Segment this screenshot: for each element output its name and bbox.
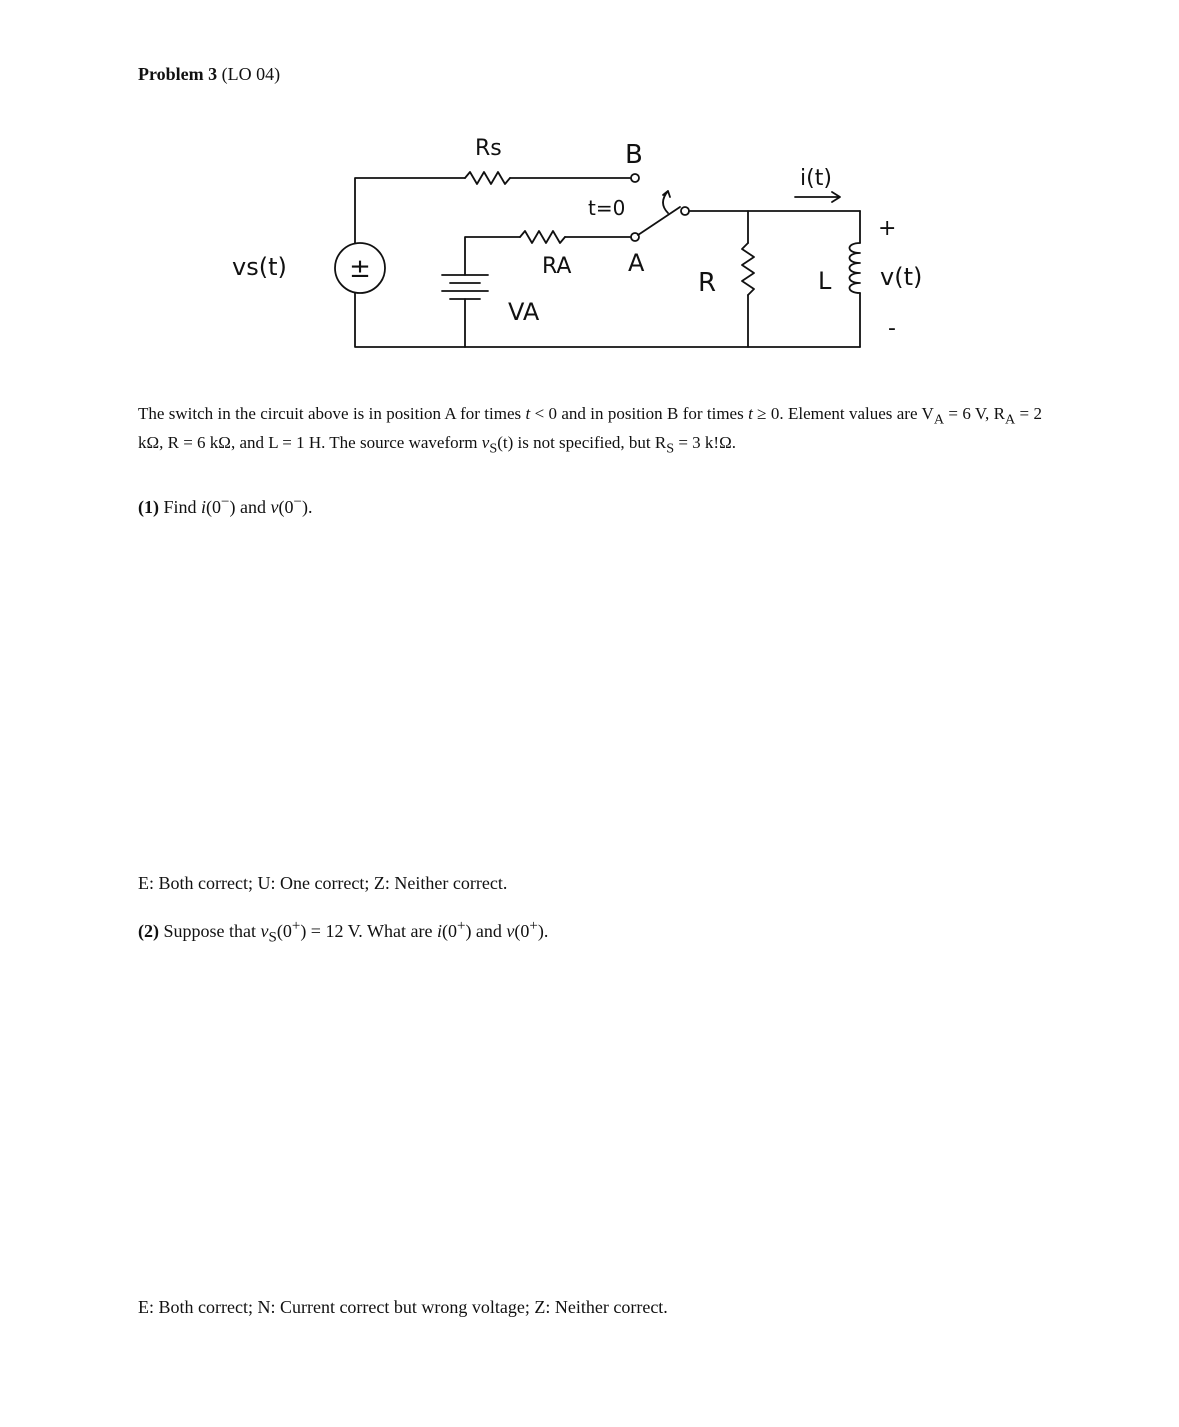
question-var: i xyxy=(436,921,442,941)
part-1-grading: E: Both correct; U: One correct; Z: Neither correct. xyxy=(138,873,508,893)
question-text: ) and xyxy=(229,497,271,517)
source-sign: ± xyxy=(349,254,371,284)
question-sup: + xyxy=(456,918,466,934)
statement-var: t xyxy=(748,404,753,423)
statement-sub: A xyxy=(933,411,945,428)
switch-terminal-b xyxy=(631,174,639,182)
switch-arrow xyxy=(663,191,670,213)
switch-pivot xyxy=(681,207,689,215)
battery-va xyxy=(442,275,488,299)
label-l: L xyxy=(818,267,832,295)
problem-statement xyxy=(138,402,1042,461)
label-a: A xyxy=(628,249,645,277)
question-text: (0 xyxy=(276,921,292,941)
question-text: ). xyxy=(537,921,549,941)
question-var: v xyxy=(260,921,269,941)
statement-var: v xyxy=(481,433,490,453)
statement-var: t xyxy=(525,404,531,423)
statement-text: (t) is not specified, but R xyxy=(497,433,667,453)
part-2-question xyxy=(138,918,548,947)
question-text: ) and xyxy=(465,921,507,941)
wire-ra-left xyxy=(465,237,520,275)
question-text: ). xyxy=(301,497,313,517)
label-switch-time: t=0 xyxy=(588,196,626,220)
learning-objective-tag: (LO 04) xyxy=(221,64,281,84)
statement-text: < 0 and in position B for times xyxy=(530,404,749,423)
statement-sub: A xyxy=(1004,411,1016,428)
question-var: i xyxy=(201,497,207,517)
question-text: (0 xyxy=(206,497,222,517)
question-text: Find xyxy=(159,497,202,517)
statement-sub: S xyxy=(666,440,675,457)
question-sup: − xyxy=(293,494,302,510)
question-var: v xyxy=(270,497,279,517)
statement-text: = 6 V, R xyxy=(944,404,1005,423)
label-ra: RA xyxy=(542,254,572,279)
resistor-r xyxy=(742,243,754,295)
statement-text: = 3 k!Ω. xyxy=(674,433,736,453)
question-text: (0 xyxy=(278,497,294,517)
label-plus: + xyxy=(878,216,897,241)
question-sup: + xyxy=(529,918,538,934)
problem-number: Problem 3 xyxy=(138,64,218,84)
resistor-ra xyxy=(520,231,565,243)
label-vs: vs(t) xyxy=(232,253,287,281)
part-2-number: (2) xyxy=(138,921,159,941)
switch-blade xyxy=(638,207,680,235)
label-it: i(t) xyxy=(800,166,832,191)
label-vt: v(t) xyxy=(880,263,923,291)
problem-heading xyxy=(138,64,280,85)
statement-text: ≥ 0. Element values are V xyxy=(752,404,934,423)
label-b: B xyxy=(625,140,643,170)
question-sub: S xyxy=(268,929,277,946)
circuit-diagram xyxy=(220,125,960,365)
statement-text: = 2 kΩ, R = 6 kΩ, and L = 1 H. The source waveform xyxy=(138,404,1042,453)
label-rs: Rs xyxy=(475,136,502,161)
question-text: (0 xyxy=(441,921,457,941)
wire-bottom xyxy=(355,293,860,347)
wire-top-left xyxy=(355,178,465,243)
question-var: v xyxy=(506,921,515,941)
label-r: R xyxy=(698,268,717,298)
part-1-question xyxy=(138,494,312,518)
question-text: Suppose that xyxy=(159,921,261,941)
question-sup: − xyxy=(221,494,230,510)
resistor-rs xyxy=(465,172,510,184)
statement-sub: S xyxy=(489,440,498,457)
question-sup: + xyxy=(291,918,301,934)
part-1-number: (1) xyxy=(138,497,159,517)
part-2-grading: E: Both correct; N: Current correct but wrong voltage; Z: Neither correct. xyxy=(138,1297,668,1317)
current-arrow xyxy=(795,192,840,202)
statement-text: The switch in the circuit above is in position A for times xyxy=(138,404,526,423)
question-text: (0 xyxy=(514,921,530,941)
label-va: VA xyxy=(508,298,540,326)
inductor-l xyxy=(850,243,861,293)
label-minus: - xyxy=(888,316,896,341)
question-text: ) = 12 V. What are xyxy=(300,921,437,941)
